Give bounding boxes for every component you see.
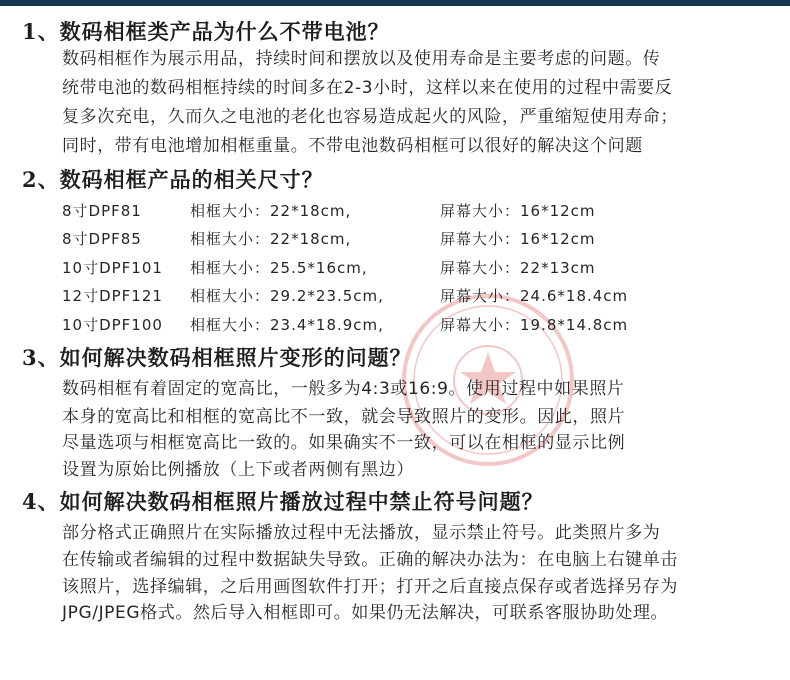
spec-frame-size: 相框大小：22*18cm,	[190, 202, 352, 220]
answer-1-line-2: 统带电池的数码相框持续的时间多在2-3小时，这样以来在使用的过程中需要反	[62, 78, 673, 98]
spec-row	[0, 200, 790, 226]
question-2-title: 2、数码相框产品的相关尺寸？	[22, 167, 324, 192]
spec-row	[0, 285, 790, 311]
spec-model: 8寸DPF81	[62, 202, 142, 220]
question-4-title: 4、如何解决数码相框照片播放过程中禁止符号问题？	[22, 489, 544, 514]
spec-row	[0, 314, 790, 340]
answer-4-line-4: JPG/JPEG格式。然后导入相框即可。如果仍无法解决，可联系客服协助处理。	[62, 603, 669, 623]
spec-row	[0, 257, 790, 283]
spec-model: 12寸DPF121	[62, 287, 163, 305]
answer-1-line-1: 数码相框作为展示用品，持续时间和摆放以及使用寿命是主要考虑的问题。传	[62, 49, 661, 69]
spec-screen-size: 屏幕大小：24.6*18.4cm	[440, 287, 629, 305]
answer-3-line-3: 尽量选项与相框宽高比一致的。如果确实不一致，可以在相框的显示比例	[62, 433, 626, 453]
spec-screen-size: 屏幕大小：22*13cm	[440, 259, 596, 277]
spec-model: 10寸DPF101	[62, 259, 163, 277]
spec-frame-size: 相框大小：23.4*18.9cm,	[190, 316, 384, 334]
answer-3-line-2: 本身的宽高比和相框的宽高比不一致，就会导致照片的变形。因此，照片	[62, 407, 626, 427]
question-3-title: 3、如何解决数码相框照片变形的问题？	[22, 345, 412, 370]
answer-3-line-1: 数码相框有着固定的宽高比，一般多为4:3或16:9。使用过程中如果照片	[62, 379, 625, 399]
answer-4-line-2: 在传输或者编辑的过程中数据缺失导致。正确的解决办法为：在电脑上右键单击	[62, 550, 678, 570]
answer-1-line-4: 同时，带有电池增加相框重量。不带电池数码相框可以很好的解决这个问题	[62, 136, 643, 156]
spec-model: 8寸DPF85	[62, 230, 142, 248]
answer-4-line-3: 该照片，选择编辑，之后用画图软件打开；打开之后直接点保存或者选择另存为	[62, 577, 678, 597]
spec-model: 10寸DPF100	[62, 316, 163, 334]
spec-screen-size: 屏幕大小：16*12cm	[440, 202, 596, 220]
answer-4-line-1: 部分格式正确照片在实际播放过程中无法播放，显示禁止符号。此类照片多为	[62, 523, 661, 543]
answer-1-line-3: 复多次充电，久而久之电池的老化也容易造成起火的风险，严重缩短使用寿命；	[62, 107, 678, 127]
question-1-title: 1、数码相框类产品为什么不带电池？	[22, 19, 390, 44]
spec-frame-size: 相框大小：25.5*16cm,	[190, 259, 368, 277]
spec-frame-size: 相框大小：29.2*23.5cm,	[190, 287, 384, 305]
spec-frame-size: 相框大小：22*18cm,	[190, 230, 352, 248]
spec-screen-size: 屏幕大小：19.8*14.8cm	[440, 316, 629, 334]
spec-row	[0, 228, 790, 254]
answer-3-line-4: 设置为原始比例播放（上下或者两侧有黑边）	[62, 460, 414, 480]
spec-screen-size: 屏幕大小：16*12cm	[440, 230, 596, 248]
